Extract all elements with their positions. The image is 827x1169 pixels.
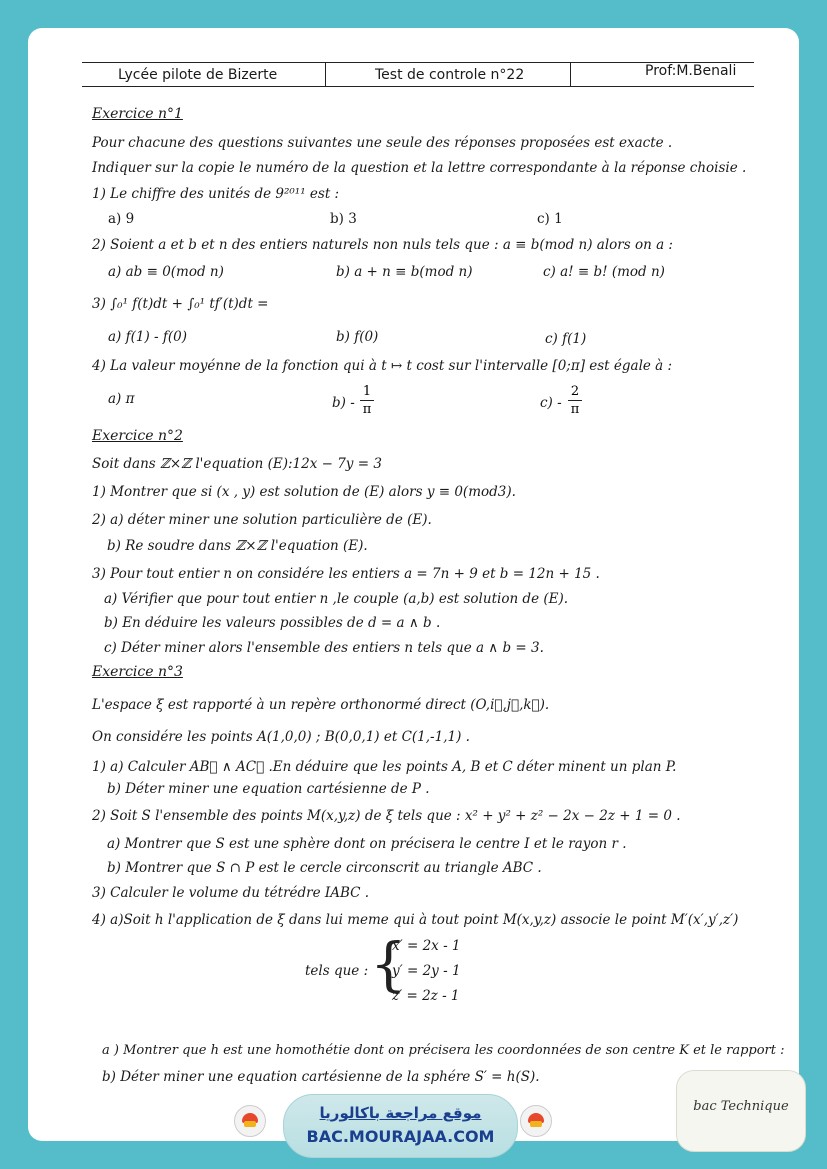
ex1-q4-answer-a: a) π	[108, 391, 135, 407]
ex3-system-line-2: y′ = 2y - 1	[392, 963, 461, 979]
site-banner[interactable]	[283, 1094, 518, 1158]
bac-technique-badge	[676, 1070, 806, 1152]
exercise-2-title: Exercice n°2	[92, 428, 183, 444]
ex2-question-1: 1) Montrer que si (x , y) est solution de (E) alors y ≡ 0(mod3).	[92, 484, 516, 500]
system-brace: {	[370, 930, 407, 998]
ex1-q4-answer-c-prefix: c) -	[540, 395, 562, 411]
ex2-question-3b: b) En déduire les valeurs possibles de d = a ∧ b .	[104, 615, 441, 631]
ex1-q4-answer-b-fraction	[360, 384, 374, 417]
ex1-q1-answer-b: b) 3	[330, 211, 357, 227]
site-logo-right	[520, 1105, 552, 1137]
ex1-question-4: 4) La valeur moyénne de la fonction qui à t ↦ t cost sur l'intervalle [0;π] est égale à :	[92, 358, 673, 374]
exercise-3-title: Exercice n°3	[92, 664, 183, 680]
fraction-numerator: 1	[362, 384, 372, 399]
badge-text: bac Technique	[693, 1099, 789, 1114]
ex2-question-2a: 2) a) déter miner une solution particulière de (E).	[92, 512, 432, 528]
ex3-question-1b: b) Déter miner une equation cartésienne de P .	[107, 781, 430, 797]
ex1-q2-answer-c: c) a! ≡ b! (mod n)	[543, 264, 665, 280]
ex1-intro-1: Pour chacune des questions suivantes une seule des réponses proposées est exacte .	[92, 135, 673, 151]
fraction-numerator: 2	[570, 384, 580, 399]
header-bottom-rule	[82, 86, 754, 87]
ex1-question-2: 2) Soient a et b et n des entiers naturels non nuls tels que : a ≡ b(mod n) alors on a :	[92, 237, 673, 253]
header-divider-2	[570, 62, 571, 86]
ex3-system-line-1: x′ = 2x - 1	[392, 938, 461, 954]
ex3-question-3: 3) Calculer le volume du tétrédre IABC .	[92, 885, 370, 901]
ex3-question-4: 4) a)Soit h l'application de ξ dans lui meme qui à tout point M(x,y,z) associe le point M′(x′,y′,z′)	[92, 912, 739, 928]
header-prof: Prof:M.Benali	[645, 63, 737, 79]
fraction-denominator: π	[362, 402, 372, 417]
exercise-1-title: Exercice n°1	[92, 106, 183, 122]
header-school: Lycée pilote de Bizerte	[118, 67, 278, 83]
ex3-question-2a: a) Montrer que S est une sphère dont on précisera le centre I et le rayon r .	[107, 836, 627, 852]
ex3-tels-que: tels que :	[305, 963, 369, 979]
ex3-question-2b: b) Montrer que S ∩ P est le cercle circonscrit au triangle ABC .	[107, 860, 542, 876]
ex1-q4-answer-b-prefix: b) -	[332, 395, 355, 411]
ex1-question-3: 3) ∫₀¹ f(t)dt + ∫₀¹ tf′(t)dt =	[92, 296, 269, 312]
fraction-denominator: π	[570, 402, 580, 417]
ex3-intro-2: On considére les points A(1,0,0) ; B(0,0,1) et C(1,-1,1) .	[92, 729, 470, 745]
ex2-question-3: 3) Pour tout entier n on considére les entiers a = 7n + 9 et b = 12n + 15 .	[92, 566, 600, 582]
ex1-question-1: 1) Le chiffre des unités de 9²⁰¹¹ est :	[92, 186, 340, 202]
ex1-q2-answer-b: b) a + n ≡ b(mod n)	[336, 264, 473, 280]
ex1-intro-2: Indiquer sur la copie le numéro de la question et la lettre correspondante à la réponse choisie .	[92, 160, 747, 176]
ex2-intro: Soit dans ℤ×ℤ l'equation (E):12x − 7y = 3	[92, 456, 382, 472]
header-divider-1	[325, 62, 326, 86]
ex3-question-4a: a ) Montrer que h est une homothétie dont on précisera les coordonnées de son centre K et le rapport :	[102, 1043, 785, 1058]
ex2-question-2b: b) Re soudre dans ℤ×ℤ l'equation (E).	[107, 538, 368, 554]
header-test: Test de controle n°22	[375, 67, 525, 83]
ex1-q1-answer-c: c) 1	[537, 211, 563, 227]
ex3-question-4b: b) Déter miner une equation cartésienne de la sphére S′ = h(S).	[102, 1069, 540, 1085]
ex2-question-3a: a) Vérifier que pour tout entier n ,le couple (a,b) est solution de (E).	[104, 591, 569, 607]
ex1-q4-answer-c-fraction	[568, 384, 582, 417]
ex1-q3-answer-c: c) f(1)	[545, 331, 587, 347]
banner-arabic-text[interactable]: موقع مراجعة باكالوريا	[319, 1104, 482, 1122]
ex1-q3-answer-b: b) f(0)	[336, 329, 379, 345]
ex1-q1-answer-a: a) 9	[108, 211, 135, 227]
ex2-question-3c: c) Déter miner alors l'ensemble des entiers n tels que a ∧ b = 3.	[104, 640, 544, 656]
banner-site-url[interactable]: BAC.MOURAJAA.COM	[306, 1127, 495, 1146]
ex3-intro-1: L'espace ξ est rapporté à un repère orthonormé direct (O,i⃗,j⃗,k⃗).	[92, 697, 550, 713]
site-logo-left	[234, 1105, 266, 1137]
ex3-question-1a: 1) a) Calculer AB⃗ ∧ AC⃗ .En déduire que les points A, B et C déter minent un plan P.	[92, 759, 677, 775]
ex3-system-line-3: z′ = 2z - 1	[392, 988, 460, 1004]
ex1-q3-answer-a: a) f(1) - f(0)	[108, 329, 187, 345]
ex1-q2-answer-a: a) ab ≡ 0(mod n)	[108, 264, 224, 280]
ex3-question-2: 2) Soit S l'ensemble des points M(x,y,z) de ξ tels que : x² + y² + z² − 2x − 2z + 1 = 0 .	[92, 808, 681, 824]
